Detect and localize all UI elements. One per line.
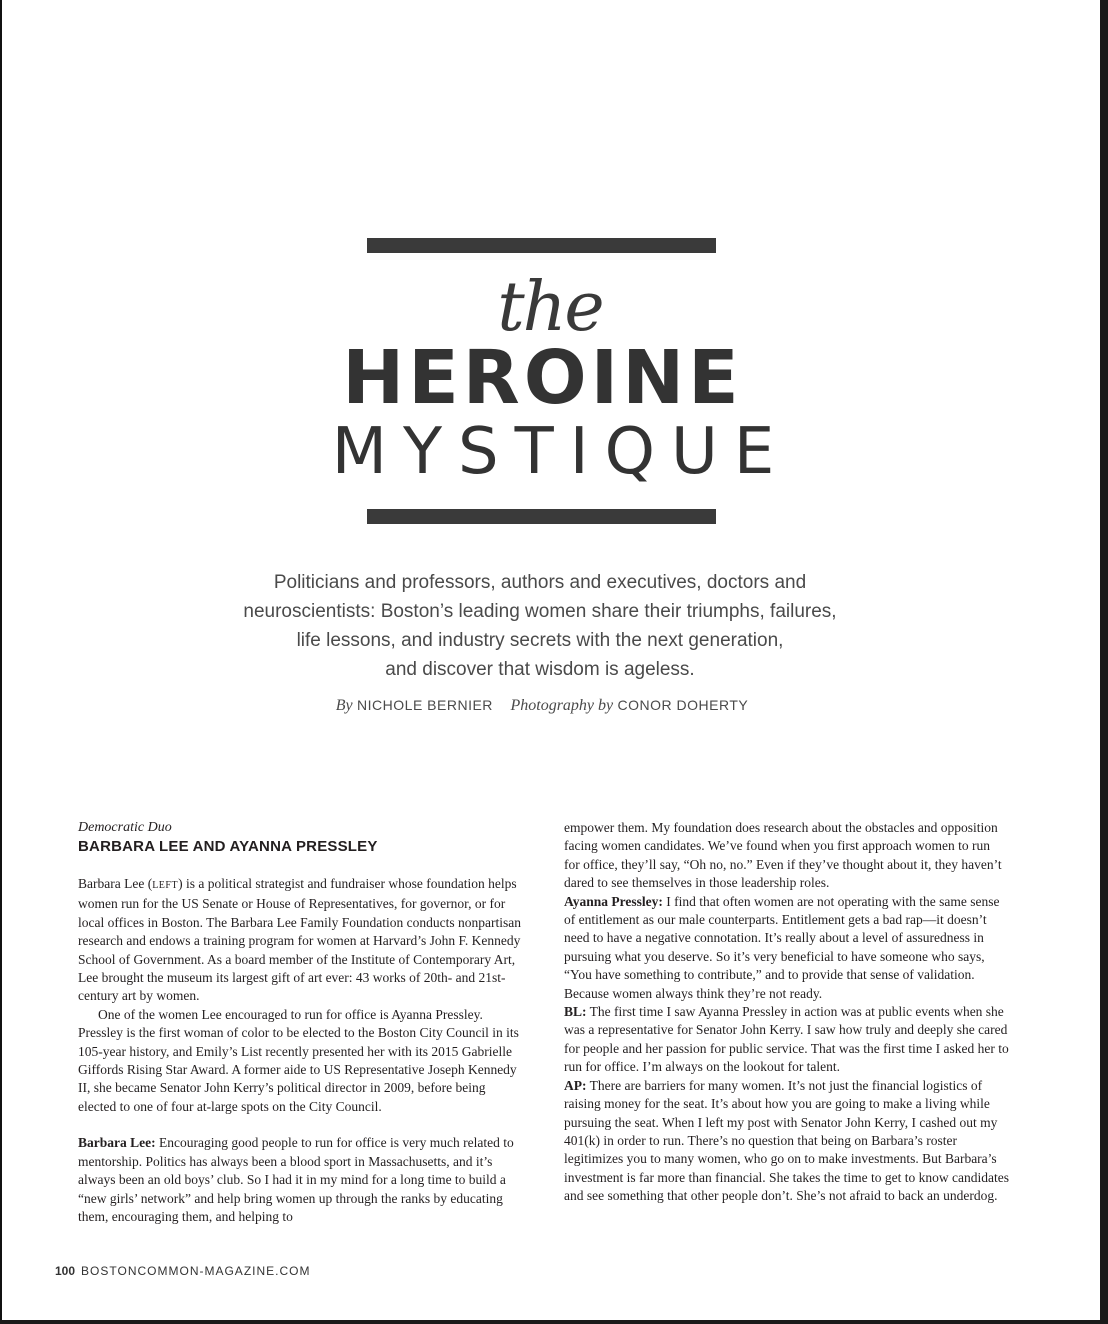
paragraph [564,893,1009,1003]
page-footer [55,1264,310,1278]
dek-line: life lessons, and industry secrets with the next generation, [296,630,784,651]
dek [200,568,880,684]
paragraph-text: There are barriers for many women. It’s not just the financial logistics of raising money for the seat. It’s about how you are going to make a living while pursuing the seat. When I left my post with Senator John Kerry, I cashed out my 401(k) in order to run. There’s no question that being on Barbara’s roster legitimizes you to many women, who go on to make investments. But Barbara’s investment is far more than financial. She takes the time to get to know candidates and see something that other people don’t. She’s not afraid to back an underdog. [564,1077,1009,1204]
dek-line: Politicians and professors, authors and executives, doctors and [273,572,807,593]
page-number: 100 [55,1264,76,1278]
byline-photo-label: Photography by [510,697,614,714]
paragraph: One of the women Lee encouraged to run for office is Ayanna Pressley. Pressley is the first woman of color to be elected to the Boston City Council in its 105-year history, and Emily’s List recently presented her with its 2015 Gabrielle Giffords Rising Star Award. A former aide to US Representative Joseph Kennedy II, she became Senator John Kerry’s political director in 2009, before being elected to one of four at-large spots on the City Council. [78,1006,519,1114]
title-bottom-rule [367,509,716,524]
paragraph-text: The first time I saw Ayanna Pressley in action was at public events when she was a representative for Senator John Kerry. I saw how truly and deeply she cared for people and her passion for public service. That was the first time I asked her to run for office. I’m always on the lookout for talent. [564,1004,1009,1075]
dek-line: and discover that wisdom is ageless. [385,659,695,680]
footer-site: BOSTONCOMMON-MAGAZINE.COM [81,1264,311,1278]
page-bottom-edge [0,1320,1108,1324]
speaker-name: Ayanna Pressley: [564,893,663,909]
dek-line: neuroscientists: Boston’s leading women share their triumphs, failures, [243,601,837,622]
page-gutter-shadow [1100,0,1108,1324]
paragraph: empower them. My foundation does research about the obstacles and opposition facing women candidates. We’ve found when you first approach women to run for office, they’ll say, “Oh no, no.” Even if they’ve thought about it, they haven’t dared to see themselves in those leadership roles. [564,820,1002,891]
paragraph-text: Encouraging good people to run for office is very much related to mentorship. Politics has always been a blood sport in Massachusetts, and it’s always been an old boys’ club. So I had it in my mind for a long time to build a “new girls’ network” and help bring women up through the ranks by educating them, encouraging them, and helping to [78,1135,514,1224]
byline-author: NICHOLE BERNIER [357,697,493,713]
byline-by-label: By [335,697,353,714]
page-left-edge [0,0,2,1324]
title-the: the [497,268,603,347]
title-heroine: HEROINE [342,335,743,421]
byline [0,697,1084,715]
paragraph [564,1077,1009,1206]
paragraph-text: ) is a political strategist and fundraiser whose foundation helps women run for the US Senate or House of Representatives, for governor, or for local offices in Boston. The Barbara Lee Family Foundation conducts nonpartisan research and endows a training program for women at Harvard’s John F. Kennedy School of Government. As a board member of the Institute of Contemporary Art, Lee brought the museum its largest gift of art ever: 43 works of 20th- and 21st-century art by women. [78,876,522,1004]
speaker-name: Barbara Lee: [78,1135,156,1151]
title-mystique: MYSTIQUE [331,415,791,489]
article-column-right [564,819,1009,1206]
speaker-name: BL: [564,1004,587,1020]
left-photo-ref: LEFT [152,880,179,891]
byline-photographer: CONOR DOHERTY [617,697,749,713]
section-kicker: Democratic Duo [78,820,172,835]
article-column-left [78,819,523,1226]
paragraph-text: I find that often women are not operating with the same sense of entitlement as our male counterparts. Entitlement gets a bad rap—it doesn’t need to have a negative connotation. It’s really about a level of assuredness in pursuing what you deserve. So it’s very beneficial to have someone who says, “You have something to contribute,” and to provide that sense of validation. Because women always think they’re not ready. [564,893,1000,1001]
section-heading: BARBARA LEE AND AYANNA PRESSLEY [78,838,378,855]
paragraph [78,875,523,1006]
title-top-rule [367,238,716,253]
paragraph [564,1003,1009,1077]
paragraph [78,1134,523,1226]
speaker-name: AP: [564,1077,587,1093]
paragraph-text: Barbara Lee ( [78,876,153,891]
